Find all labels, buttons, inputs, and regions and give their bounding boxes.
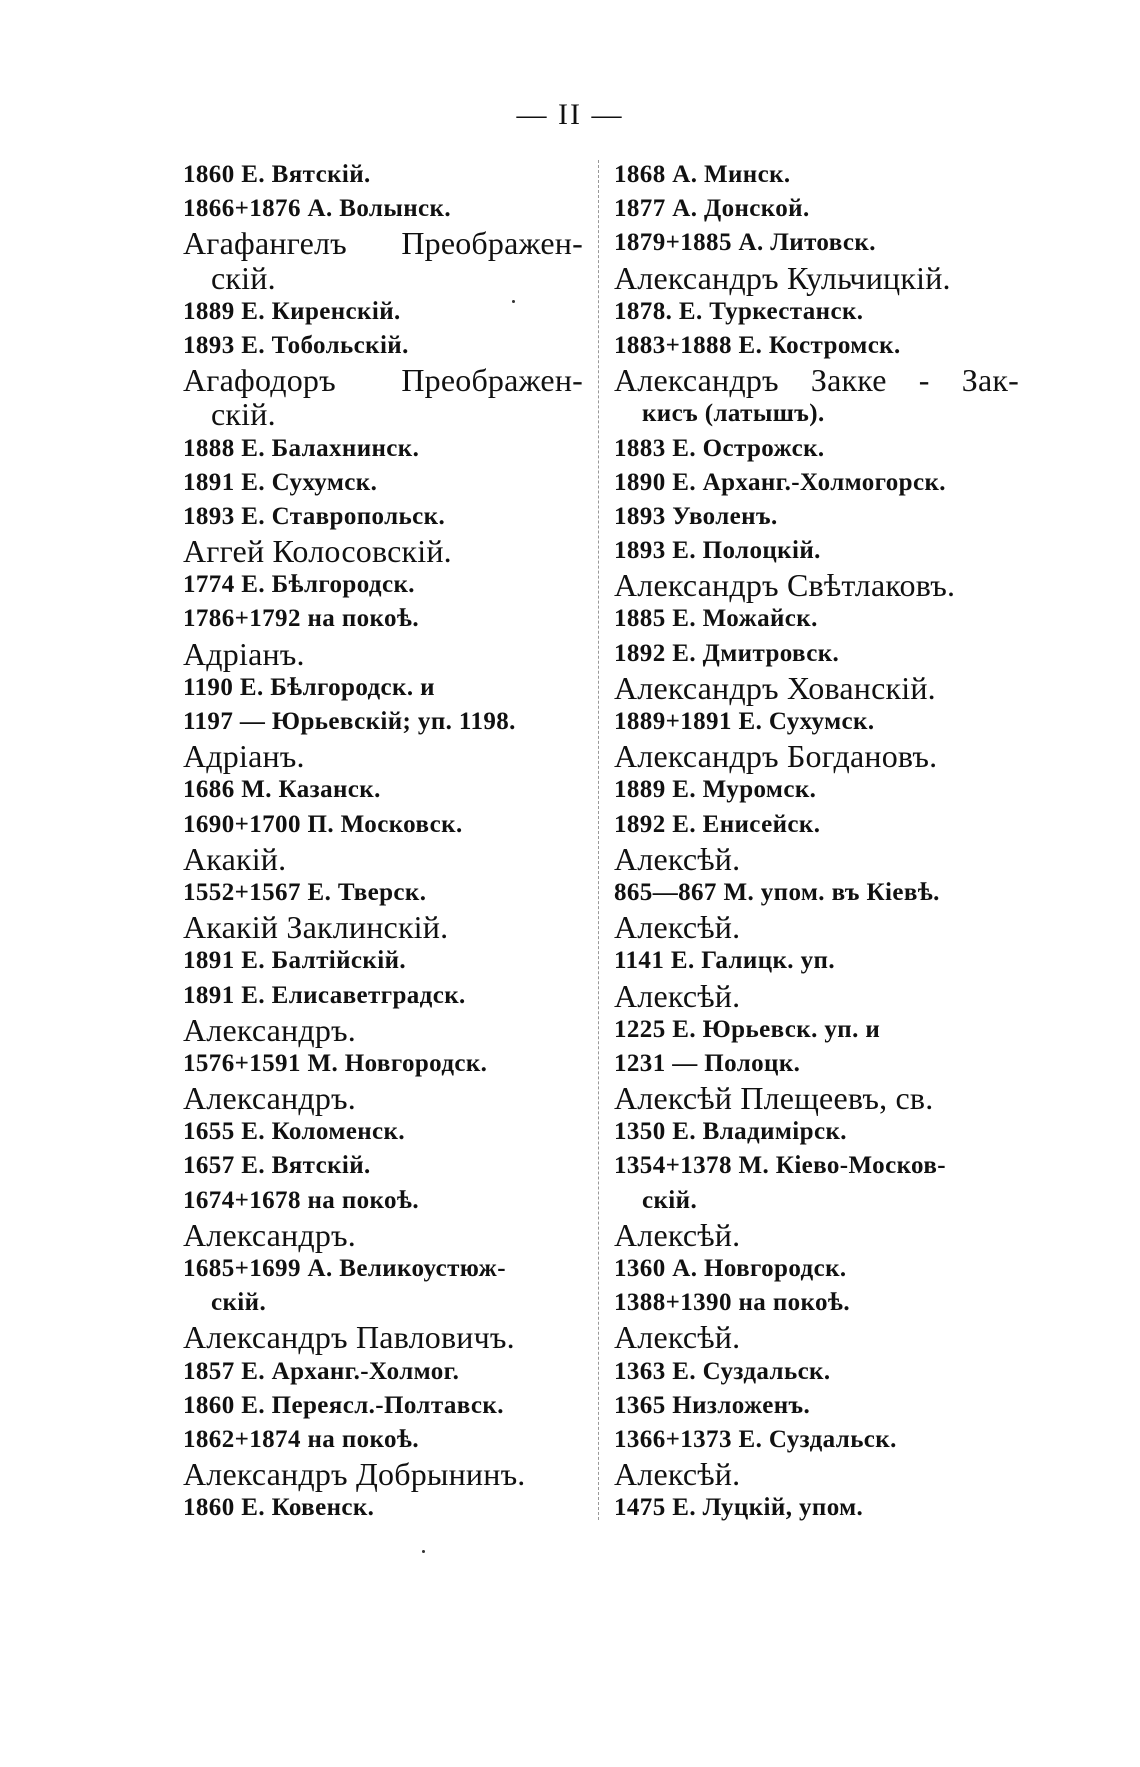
tenure-entry: 1868 А. Минск. [614, 161, 791, 188]
right-column [614, 158, 1024, 1526]
tenure-entry: 1888 Е. Балахнинск. [183, 434, 420, 462]
name-heading: Адріанъ. [183, 738, 305, 775]
name-heading: Аггей Колосовскій. [183, 533, 452, 570]
tenure-entry: 1365 Низложенъ. [614, 1391, 811, 1419]
tenure-entry: 1892 Е. Дмитровск. [614, 639, 840, 667]
tenure-entry: скій. [211, 1289, 267, 1317]
tenure-entry: 1774 Е. Бѣлгородск. [183, 571, 415, 599]
name-heading: Александръ Кульчицкій. [614, 259, 951, 296]
print-speck [422, 1550, 425, 1553]
tenure-entry: 1388+1390 на покоѣ. [614, 1289, 850, 1317]
tenure-entry: скій. [642, 1186, 698, 1214]
name-heading: Алексѣй. [614, 840, 741, 877]
print-speck [512, 300, 515, 303]
name-heading: Александръ. [183, 1011, 356, 1048]
tenure-entry: 1892 Е. Енисейск. [614, 810, 821, 838]
tenure-entry: 1786+1792 на покоѣ. [183, 605, 419, 633]
tenure-entry: 1893 Е. Тобольскій. [183, 331, 409, 359]
tenure-entry: 1674+1678 на покоѣ. [183, 1186, 419, 1214]
name-heading: Александръ. [183, 1216, 356, 1253]
name-heading: Алексѣй. [614, 1456, 741, 1493]
tenure-entry: 1860 Е. Переясл.-Полтавск. [183, 1391, 504, 1419]
name-heading: Адріанъ. [183, 635, 305, 672]
tenure-entry: 1860 Е. Вятскій. [183, 161, 371, 188]
name-heading: Александръ. [183, 1080, 356, 1117]
tenure-entry: 1889+1891 Е. Сухумск. [614, 708, 875, 735]
tenure-entry: 1576+1591 М. Новгородск. [183, 1049, 488, 1077]
name-heading: Алексѣй. [614, 1319, 741, 1356]
tenure-entry: 1475 Е. Луцкій, упом. [614, 1494, 864, 1522]
name-heading: Александръ Свѣтлаковъ. [614, 567, 956, 604]
tenure-entry: 1878. Е. Туркестанск. [614, 297, 864, 325]
tenure-entry: 1891 Е. Сухумск. [183, 468, 378, 496]
tenure-entry: 1890 Е. Арханг.-Холмогорск. [614, 468, 946, 496]
tenure-entry: 1141 Е. Галицк. уп. [614, 947, 835, 975]
tenure-entry: 1225 Е. Юрьевск. уп. и [614, 1015, 881, 1043]
tenure-entry: 1366+1373 Е. Суздальск. [614, 1425, 897, 1453]
name-heading: Александръ Закке - Зак- [614, 362, 1019, 399]
tenure-entry: 1686 М. Казанск. [183, 776, 381, 804]
tenure-entry: 1879+1885 А. Литовск. [614, 229, 876, 257]
tenure-entry: 1360 А. Новгородск. [614, 1255, 847, 1282]
tenure-entry: кисъ (латышъ). [642, 400, 825, 428]
tenure-entry: 1889 Е. Муромск. [614, 776, 817, 804]
name-heading: Акакій. [183, 840, 287, 877]
tenure-entry: 1866+1876 А. Волынск. [183, 195, 451, 223]
tenure-entry: 1190 Е. Бѣлгородск. и [183, 673, 435, 701]
name-heading: Агафангелъ Преображен- [183, 225, 583, 262]
name-heading: Агафодоръ Преображен- [183, 362, 583, 399]
name-heading: Александръ Хованскій. [614, 669, 936, 706]
tenure-entry: 1860 Е. Ковенск. [183, 1494, 375, 1522]
tenure-entry: 1552+1567 Е. Тверск. [183, 878, 427, 906]
name-heading: скій. [211, 259, 276, 296]
name-heading: Александръ Добрынинъ. [183, 1456, 526, 1493]
tenure-entry: 1354+1378 М. Кіево-Москов- [614, 1152, 946, 1180]
name-heading: Александръ Павловичъ. [183, 1319, 515, 1356]
tenure-entry: 865—867 М. упом. въ Кіевѣ. [614, 878, 940, 906]
tenure-entry: 1350 Е. Владимірск. [614, 1118, 847, 1146]
tenure-entry: 1883 Е. Острожск. [614, 434, 825, 462]
tenure-entry: 1891 Е. Балтійскій. [183, 947, 407, 975]
tenure-entry: 1655 Е. Коломенск. [183, 1118, 406, 1146]
tenure-entry: 1885 Е. Можайск. [614, 605, 818, 633]
tenure-entry: 1891 Е. Елисаветградск. [183, 981, 466, 1009]
name-heading: Алексѣй. [614, 1216, 741, 1253]
name-heading: Акакій Заклинскій. [183, 909, 449, 946]
tenure-entry: 1363 Е. Суздальск. [614, 1357, 831, 1385]
tenure-entry: 1893 Уволенъ. [614, 502, 778, 530]
tenure-entry: 1197 — Юрьевскій; уп. 1198. [183, 708, 516, 735]
tenure-entry: 1893 Е. Ставропольск. [183, 502, 446, 530]
tenure-entry: 1231 — Полоцк. [614, 1049, 801, 1077]
tenure-entry: 1857 Е. Арханг.-Холмог. [183, 1357, 460, 1385]
name-heading: Александръ Богдановъ. [614, 738, 938, 775]
tenure-entry: 1893 Е. Полоцкій. [614, 537, 821, 565]
tenure-entry: 1883+1888 Е. Костромск. [614, 331, 901, 359]
tenure-entry: 1685+1699 А. Великоустюж- [183, 1255, 506, 1282]
tenure-entry: 1657 Е. Вятскій. [183, 1152, 371, 1180]
left-column [183, 158, 593, 1526]
tenure-entry: 1690+1700 П. Московск. [183, 810, 463, 838]
name-heading: Алексѣй. [614, 977, 741, 1014]
name-heading: Алексѣй Плещеевъ, св. [614, 1080, 934, 1117]
column-divider [598, 160, 599, 1520]
tenure-entry: 1877 А. Донской. [614, 195, 810, 223]
name-heading: Алексѣй. [614, 909, 741, 946]
name-heading: скій. [211, 396, 276, 433]
tenure-entry: 1889 Е. Киренскій. [183, 297, 401, 325]
page-number: — II — [516, 98, 624, 131]
tenure-entry: 1862+1874 на покоѣ. [183, 1425, 419, 1453]
